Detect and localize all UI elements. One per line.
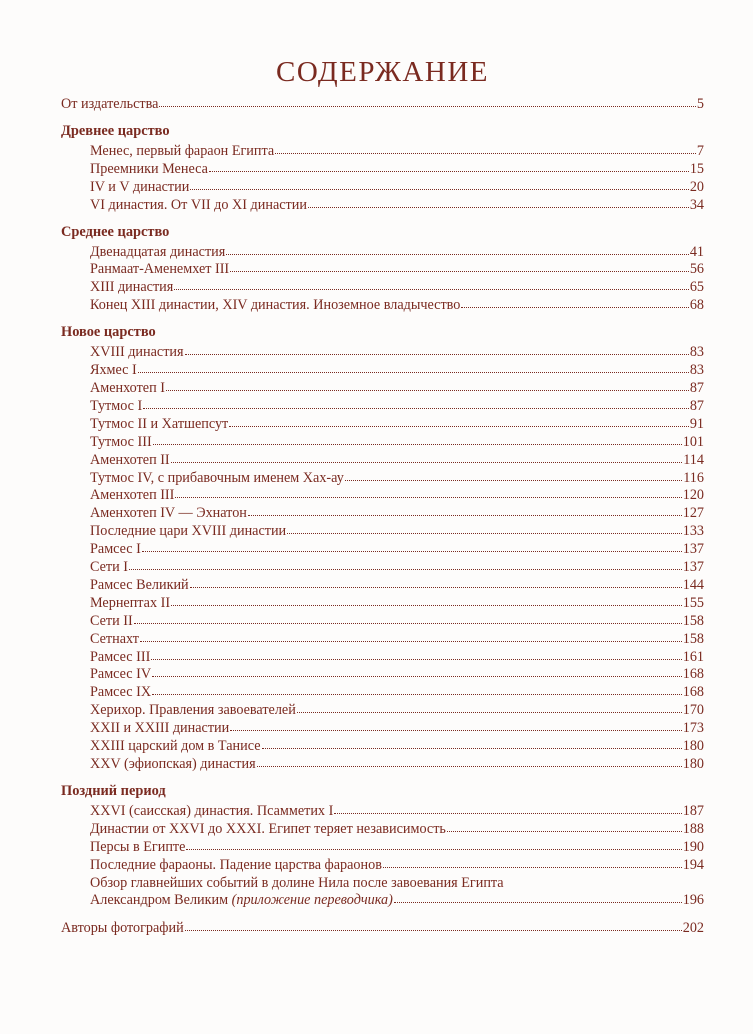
dot-leader [461, 299, 688, 309]
toc-entry-page: 190 [682, 838, 704, 855]
toc-entry-page: 187 [682, 802, 704, 819]
section-heading: Новое царство [61, 324, 156, 341]
toc-entry-title-line1: Обзор главнейших событий в долине Нила после завоевания Египта [90, 874, 504, 891]
section-heading: Среднее царство [61, 223, 170, 240]
toc-entry-title-plain: Александром Великим [90, 892, 229, 909]
dot-leader [383, 859, 682, 869]
dot-leader [394, 894, 682, 904]
toc-entry[interactable] [61, 416, 704, 434]
toc-entry[interactable] [61, 279, 704, 297]
toc-entry-title: Рамсес IV [90, 666, 152, 683]
section-heading: Поздний период [61, 782, 166, 799]
toc-entry-intro[interactable] [61, 96, 704, 114]
dot-leader [190, 579, 682, 589]
toc-entry-page: 137 [682, 559, 704, 576]
toc-entry[interactable] [61, 738, 704, 756]
dot-leader [248, 507, 682, 517]
toc-entry-page: 180 [682, 756, 704, 772]
dot-leader [230, 263, 689, 273]
toc-entry[interactable] [61, 666, 704, 684]
toc-entry-page: 7 [696, 142, 704, 159]
toc-entry-outro[interactable] [61, 920, 704, 938]
section-heading: Древнее царство [61, 122, 170, 139]
toc-entry-page: 56 [689, 261, 704, 278]
toc-entry-title: Преемники Менеса [90, 160, 208, 177]
toc-entry-page: 65 [689, 279, 704, 296]
toc-entry-title: IV и V династии [90, 178, 190, 195]
toc-entry-title: XXVI (саисская) династия. Псамметих I [90, 802, 334, 819]
toc-entry-page: 144 [682, 576, 704, 593]
toc-entry[interactable] [61, 297, 704, 315]
toc-entry-title: Аменхотеп II [90, 451, 170, 468]
toc-entry-page: 114 [683, 451, 704, 468]
dot-leader [257, 758, 682, 768]
toc-entry-title: XXV (эфиопская) династия [90, 756, 256, 772]
dot-leader [174, 281, 689, 291]
dot-leader [152, 668, 682, 678]
toc-entry[interactable] [61, 434, 704, 452]
toc-entry-title: Рамсес IX [90, 684, 152, 701]
dot-leader [287, 525, 682, 535]
toc-entry-page: 116 [683, 469, 704, 486]
dot-leader [334, 805, 681, 815]
dot-leader [171, 597, 682, 607]
toc-entry-title: Тутмос I [90, 397, 143, 414]
dot-leader [159, 98, 695, 108]
dot-leader [185, 922, 682, 932]
toc-entry-title: Персы в Египте [90, 838, 186, 855]
dot-leader [229, 418, 689, 428]
toc-entry-title: Рамсес I [90, 541, 141, 558]
toc-entry-page: 168 [682, 666, 704, 683]
toc-entry-page: 15 [689, 160, 704, 177]
dot-leader [153, 436, 682, 446]
toc-entry-title: Аменхотеп III [90, 487, 175, 504]
toc-entry-title-italic: (приложение переводчика) [231, 892, 393, 909]
toc-entry-page: 20 [689, 178, 704, 195]
toc-entry-title: Ранмаат-Аменемхет III [90, 261, 230, 278]
dot-leader [190, 181, 688, 191]
toc-entry-page: 87 [689, 397, 704, 414]
toc-entry-title: Двенадцатая династия [90, 243, 226, 260]
toc-entry-page: 155 [682, 594, 704, 611]
dot-leader [138, 364, 689, 374]
toc-entry-title: Тутмос IV, с прибавочным именем Хах-ау [90, 469, 344, 486]
toc-entry-title: VI династия. От VII до XI династии [90, 196, 307, 213]
toc-entry-page: 158 [682, 630, 704, 647]
dot-leader [175, 489, 681, 499]
toc-entry-page: 127 [682, 505, 704, 522]
toc-entry-page: 34 [689, 196, 704, 213]
dot-leader [186, 841, 681, 851]
toc-entry-title: Рамсес Великий [90, 576, 189, 593]
toc-entry[interactable] [61, 344, 704, 362]
toc-entry-title: XXII и XXIII династии [90, 720, 230, 737]
toc-entry[interactable] [61, 179, 704, 197]
toc-entry-page: 68 [689, 297, 704, 314]
dot-leader [209, 163, 689, 173]
dot-leader [185, 346, 689, 356]
dot-leader [447, 823, 682, 833]
toc-entry-page: 101 [682, 433, 704, 450]
dot-leader [345, 472, 682, 482]
dot-leader [275, 145, 696, 155]
dot-leader [297, 704, 682, 714]
toc-entry-title: От издательства [61, 96, 159, 112]
toc-entry-page: 83 [689, 344, 704, 361]
toc-entry-page: 87 [689, 379, 704, 396]
toc-entry-page: 91 [689, 415, 704, 432]
dot-leader [230, 722, 681, 732]
toc-entry[interactable] [61, 261, 704, 279]
dot-leader [166, 382, 689, 392]
toc-entry[interactable] [61, 244, 704, 262]
toc-entry-page: 41 [689, 243, 704, 260]
dot-leader [129, 561, 682, 571]
toc-entry-page: 161 [682, 648, 704, 665]
toc-entry-page: 170 [682, 702, 704, 719]
toc-entry-page: 202 [682, 920, 704, 937]
toc-entry-title: Сети I [90, 559, 128, 576]
toc-entry[interactable] [61, 559, 704, 577]
toc-entry[interactable] [61, 702, 704, 720]
toc-entry[interactable] [61, 143, 704, 161]
dot-leader [308, 199, 689, 209]
toc-entry-title: Тутмос II и Хатшепсут [90, 415, 229, 432]
toc-entry-title: Херихор. Правления завоевателей [90, 702, 296, 719]
toc-entry[interactable] [61, 452, 704, 470]
toc-entry-multiline[interactable] [61, 875, 704, 911]
dot-leader [151, 651, 681, 661]
dot-leader [226, 246, 689, 256]
toc-entry-title-line2 [90, 892, 704, 910]
toc-entry-page: 168 [682, 684, 704, 701]
toc-entry[interactable] [61, 631, 704, 649]
toc-entry-page: 133 [682, 523, 704, 540]
toc-entry-page: 173 [682, 720, 704, 737]
toc-entry-title: Сетнахт [90, 630, 139, 647]
toc-entry-page: 188 [682, 820, 704, 837]
toc-entry[interactable] [61, 197, 704, 215]
toc-entry-page: 194 [682, 856, 704, 873]
toc-entry-title: Сети II [90, 612, 133, 629]
dot-leader [152, 686, 682, 696]
toc-entry[interactable] [61, 487, 704, 505]
toc-entry-title: XIII династия [90, 279, 174, 296]
toc-entry[interactable] [61, 577, 704, 595]
toc-entry[interactable] [61, 362, 704, 380]
toc-entry-title: Аменхотеп I [90, 379, 165, 396]
toc-entry-page: 137 [682, 541, 704, 558]
toc-entry[interactable] [61, 398, 704, 416]
toc-entry[interactable] [61, 380, 704, 398]
toc-entry[interactable] [61, 505, 704, 523]
toc-entry-title: Аменхотеп IV — Эхнатон [90, 505, 247, 522]
toc-entry-page: 196 [682, 892, 704, 909]
toc-entry-title: Династии от XXVI до XXXI. Египет теряет независимость [90, 820, 446, 837]
dot-leader [140, 633, 682, 643]
page-title: СОДЕРЖАНИЕ [276, 56, 489, 88]
dot-leader [262, 740, 682, 750]
toc-entry[interactable] [61, 613, 704, 631]
toc-entry-title: Рамсес III [90, 648, 151, 665]
dot-leader [143, 400, 689, 410]
table-of-contents [61, 96, 704, 938]
toc-entry-title: XVIII династия [90, 344, 184, 361]
toc-entry[interactable] [61, 839, 704, 857]
toc-entry-page: 158 [682, 612, 704, 629]
toc-entry-title: Тутмос III [90, 433, 152, 450]
toc-entry[interactable] [61, 857, 704, 875]
toc-entry-page: 83 [689, 362, 704, 379]
toc-entry[interactable] [61, 756, 704, 774]
toc-entry-title: Последние цари XVIII династии [90, 523, 287, 540]
dot-leader [142, 543, 682, 553]
toc-entry[interactable] [61, 470, 704, 488]
toc-entry-page: 5 [696, 96, 704, 112]
toc-entry-title: Авторы фотографий [61, 920, 184, 937]
toc-entry[interactable] [61, 684, 704, 702]
toc-entry[interactable] [61, 821, 704, 839]
toc-entry[interactable] [61, 161, 704, 179]
dot-leader [134, 615, 682, 625]
dot-leader [171, 454, 683, 464]
toc-entry[interactable] [61, 720, 704, 738]
toc-entry-title: Конец XIII династии, XIV династия. Иноземное владычество [90, 297, 461, 314]
toc-entry[interactable] [61, 523, 704, 541]
toc-entry[interactable] [61, 595, 704, 613]
toc-entry[interactable] [61, 649, 704, 667]
toc-entry-page: 120 [682, 487, 704, 504]
toc-entry[interactable] [61, 541, 704, 559]
toc-entry-title: Яхмес I [90, 362, 137, 379]
toc-entry[interactable] [61, 803, 704, 821]
toc-entry-title: Мернептах II [90, 594, 171, 611]
toc-entry-page: 180 [682, 738, 704, 755]
toc-entry-title: Менес, первый фараон Египта [90, 142, 275, 159]
toc-entry-title: XXIII царский дом в Танисе [90, 738, 261, 755]
toc-entry-title: Последние фараоны. Падение царства фараонов [90, 856, 382, 873]
